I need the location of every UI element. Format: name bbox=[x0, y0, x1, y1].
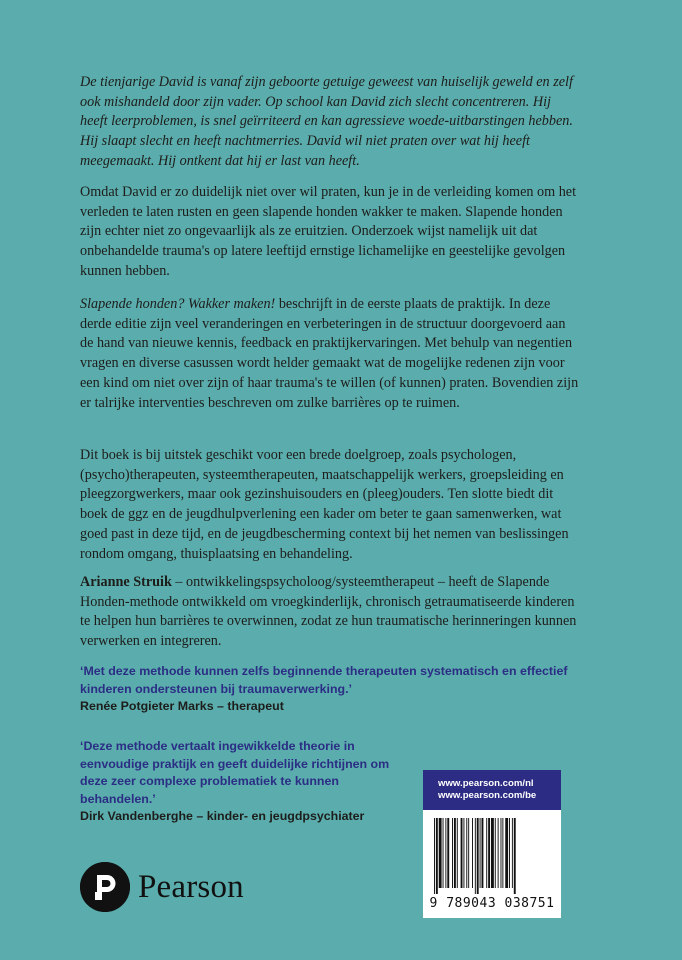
barcode-bar bbox=[466, 818, 467, 888]
author-bio-text: – ontwikkelingspsycholoog/systeemtherapeut – heeft de Slapende Honden-methode ontwikkeld om vroegkinderlijk, chronisch getraumatiseerde kinderen te helpen hun barrières te overwinnen, zodat ze hun traumatische herinneringen kunnen verwerken en integreren. bbox=[80, 574, 577, 650]
barcode-bar bbox=[505, 818, 508, 888]
barcode-bar bbox=[463, 818, 464, 888]
barcode-bar bbox=[472, 818, 473, 888]
barcode-bar bbox=[447, 818, 449, 888]
barcode-bar bbox=[434, 818, 435, 894]
barcode-graphic bbox=[432, 818, 552, 894]
barcode-bar bbox=[475, 818, 476, 894]
barcode-bar bbox=[439, 818, 442, 888]
quote-attribution: Renée Potgieter Marks – therapeut bbox=[80, 699, 284, 713]
barcode-bar bbox=[443, 818, 444, 888]
barcode-bar bbox=[498, 818, 499, 888]
barcode-panel bbox=[423, 770, 561, 918]
barcode-bar bbox=[457, 818, 458, 888]
barcode-bar bbox=[502, 818, 503, 888]
barcode-bar bbox=[491, 818, 494, 888]
barcode-bar bbox=[514, 818, 516, 894]
body-paragraph-2-text: beschrijft in de eerste plaats de praktijk. In deze derde editie zijn veel veranderingen en verbeteringen in de structuur doorgevoerd aan de hand van nieuwe kennis, feedback en praktijkervaringen. Met behulp van negentien vragen en diverse casussen wordt helder gemaakt wat de mogelijke redenen zijn voor een kind om niet over zijn of haar trauma's te willen (of kunnen) praten. Bovendien zijn er talrijke interventies beschreven om zulke barrières op te ruimen. bbox=[80, 296, 579, 411]
endorsement-quote-1 bbox=[80, 663, 620, 716]
url-nl: www.pearson.com/nl bbox=[438, 778, 534, 789]
body-paragraph-2 bbox=[80, 295, 580, 413]
publisher-urls bbox=[423, 770, 561, 810]
quote-attribution: Dirk Vandenberghe – kinder- en jeugdpsychiater bbox=[80, 809, 365, 823]
book-title-italic: Slapende honden? Wakker maken! bbox=[80, 296, 276, 312]
endorsement-quote-2 bbox=[80, 738, 390, 826]
quote-text: ‘Met deze methode kunnen zelfs beginnende therapeuten systematisch en effectief kinderen ondersteunen bij traumaverwerking.’ bbox=[80, 664, 568, 696]
url-be: www.pearson.com/be bbox=[438, 790, 537, 801]
barcode-bar bbox=[486, 818, 487, 888]
barcode-bar bbox=[461, 818, 463, 888]
intro-paragraph: De tienjarige David is vanaf zijn geboorte getuige geweest van huiselijk geweld en zelf ook mishandeld door zijn vader. Op school kan David zich slecht concentreren. Hij heeft leerproblemen, is snel geïrriteerd en kan agressieve woede-uitbarstingen hebben. Hij slaapt slecht en heeft nachtmerries. David wil niet praten over wat hij heeft meegemaakt. Hij ontkent dat hij er last van heeft. bbox=[80, 74, 573, 169]
quote-text: ‘Deze methode vertaalt ingewikkelde theorie in eenvoudige praktijk en geeft duidelijke richtijnen om deze zeer complexe problematiek te kunnen behandelen.’ bbox=[80, 739, 390, 806]
barcode-bar bbox=[452, 818, 453, 888]
author-name: Arianne Struik bbox=[80, 574, 172, 590]
barcode-bar bbox=[501, 818, 502, 888]
body-paragraph-3: Dit boek is bij uitstek geschikt voor een brede doelgroep, zoals psychologen, (psycho)therapeuten, systeemtherapeuten, maatschappelijk werkers, groepsleiding en pleegzorgwerkers, maar ook gezinshuisouders en (pleeg)ouders. Ten slotte biedt dit boek de ggz en de jeugdhulpverlening een kader om beter te gaan samenwerken, wat goed past in deze tijd, en de jeugdbescherming context bij het nemen van beslissingen rondom omgang, thuisplaatsing en behandeling. bbox=[80, 447, 569, 562]
barcode-bar bbox=[445, 818, 446, 888]
publisher-name: Pearson bbox=[138, 868, 244, 905]
body-paragraph-1: Omdat David er zo duidelijk niet over wil praten, kun je in de verleiding komen om het verleden te laten rusten en geen slapende honden wakker te maken. Slapende honden zijn echter niet zo ongevaarlijk als ze eruitzien. Onderzoek wijst namelijk uit dat onbehandelde trauma's op latere leeftijd ernstige lichamelijke en geestelijke gevolgen kunnen hebben. bbox=[80, 184, 577, 279]
barcode-bar bbox=[477, 818, 479, 894]
pearson-logo-icon bbox=[80, 862, 130, 912]
barcode-bar bbox=[512, 818, 513, 888]
pearson-logo bbox=[80, 862, 244, 912]
barcode-bar bbox=[454, 818, 456, 888]
barcode-bar bbox=[480, 818, 481, 888]
barcode-bar bbox=[436, 818, 438, 894]
author-bio bbox=[80, 573, 580, 652]
barcode-bar bbox=[468, 818, 469, 888]
barcode-bar bbox=[509, 818, 510, 888]
isbn-number: 9 789043 038751 bbox=[429, 896, 555, 911]
barcode-bar bbox=[495, 818, 496, 888]
barcode-bar bbox=[488, 818, 490, 888]
barcode-bar bbox=[482, 818, 484, 888]
